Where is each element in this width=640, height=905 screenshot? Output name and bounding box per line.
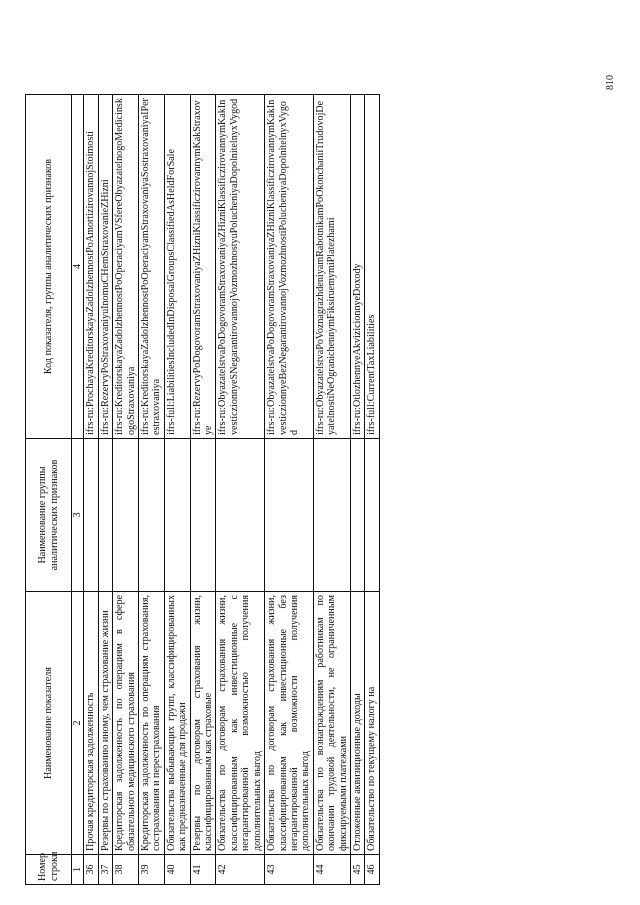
table-row: [365, 95, 379, 885]
row-number-cell: 45: [350, 855, 364, 885]
indicator-code-cell: ifrs-ru:ProchayaKreditorskayaZadolzhennostPoAmortizirovannojStoimosti: [84, 95, 98, 439]
indicator-name-cell: Отложенные аквизиционные доходы: [350, 592, 364, 855]
row-number-cell: 37: [98, 855, 112, 885]
table-row: [216, 95, 265, 885]
indicator-code-cell: ifrs-ru:RezervyPoStraxovaniyuInomuCHemStraxovanieZHizni: [98, 95, 112, 439]
indicator-name-cell: Прочая кредиторская задолженность: [84, 592, 98, 855]
indicator-name-cell: Обязательства по договорам страхования жизни, классифицированным как инвестиционные без негарантированной возможности получения дополнительных выгод: [265, 592, 314, 855]
column-number: 1: [72, 855, 84, 885]
indicator-name-cell: Обязательства по договорам страхования жизни, классифицированным как инвестиционные с негарантированной возможностью получения дополнительных выгод: [216, 592, 265, 855]
row-number-cell: 43: [265, 855, 314, 885]
indicator-code-cell: ifrs-ru:KreditorskayaZadolzhennostPoOperaciyamVSfereObyazatelnogoMedicinskogoStraxovaniya: [113, 95, 139, 439]
table-row: [139, 95, 165, 885]
table-body: [84, 95, 379, 885]
table-row: [164, 95, 190, 885]
group-name-cell: [350, 439, 364, 592]
row-number-cell: 39: [139, 855, 165, 885]
indicator-code-cell: ifrs-full:LiabilitiesIncludedInDisposalGroupsClassifiedAsHeldForSale: [164, 95, 190, 439]
column-number: 4: [72, 95, 84, 439]
table-row: [84, 95, 98, 885]
table-row: [350, 95, 364, 885]
column-number: 3: [72, 439, 84, 592]
column-number: 2: [72, 592, 84, 855]
indicator-name-cell: Обязательство по текущему налогу на: [365, 592, 379, 855]
indicator-name-cell: Кредиторская задолженность по операциям в сфере обязательного медицинского страхования: [113, 592, 139, 855]
group-name-cell: [216, 439, 265, 592]
indicator-code-cell: ifrs-ru:OtlozhennyeAkvizicionnyeDoxody: [350, 95, 364, 439]
group-name-cell: [164, 439, 190, 592]
row-number-cell: 44: [313, 855, 350, 885]
table-row: [98, 95, 112, 885]
indicator-name-cell: Резервы по страхованию иному, чем страхование жизни: [98, 592, 112, 855]
rotated-page: [25, 75, 630, 885]
group-name-cell: [365, 439, 379, 592]
indicator-code-cell: ifrs-ru:ObyazatelstvaPoDogovoramStraxovaniyaZHizniKlassificzirovannymKakInvesticzionnyeSNegarantirovannojVozmozhnostyuPolucheniyaDopolnitelnyxVygod: [216, 95, 265, 439]
group-name-cell: [139, 439, 165, 592]
table-row: [190, 95, 216, 885]
table-row: [313, 95, 350, 885]
indicator-name-cell: Обязательства выбывающих групп, классифицированных как предназначенные для продажи: [164, 592, 190, 855]
column-number-row: [72, 95, 84, 885]
table-row: [113, 95, 139, 885]
table-row: [265, 95, 314, 885]
indicator-code-cell: ifrs-ru:RezervyPoDogovoramStraxovaniyaZHizniKlassificzirovannymKakStraxovye: [190, 95, 216, 439]
header-indicator-name: Наименование показателя: [26, 592, 72, 855]
indicator-table: [25, 94, 380, 885]
indicator-code-cell: ifrs-ru:KreditorskayaZadolzhennostPoOperaciyamStraxovaniyaSostraxovaniyaIPerestraxovaniya: [139, 95, 165, 439]
indicator-code-cell: ifrs-ru:ObyazatelstvaPoDogovoramStraxovaniyaZHizniKlassificzirovannymKakInvesticzionnyeBezNegarantirovannojVozmozhnostiPolucheniyaDopolnitelnyxVygod: [265, 95, 314, 439]
indicator-name-cell: Резервы по договорам страхования жизни, классифицированным как страховые: [190, 592, 216, 855]
group-name-cell: [190, 439, 216, 592]
header-row-number: Номер строки: [26, 855, 72, 885]
page-number: 810: [605, 75, 616, 90]
header-indicator-code: Код показателя, группы аналитических признаков: [26, 95, 72, 439]
header-group-name: Наименование группы аналитических признаков: [26, 439, 72, 592]
row-number-cell: 42: [216, 855, 265, 885]
row-number-cell: 40: [164, 855, 190, 885]
row-number-cell: 41: [190, 855, 216, 885]
row-number-cell: 36: [84, 855, 98, 885]
table-header-row: [26, 95, 72, 885]
row-number-cell: 38: [113, 855, 139, 885]
row-number-cell: 46: [365, 855, 379, 885]
indicator-name-cell: Кредиторская задолженность по операциям страхования, сострахования и перестрахования: [139, 592, 165, 855]
group-name-cell: [84, 439, 98, 592]
group-name-cell: [113, 439, 139, 592]
indicator-name-cell: Обязательства по вознаграждениям работникам по окончании трудовой деятельности, не ограниченным фиксируемыми платежами: [313, 592, 350, 855]
group-name-cell: [98, 439, 112, 592]
indicator-code-cell: ifrs-ru:ObyazatelstvaPoVoznagrazhdeniyamRabotnikamPoOkonchaniiTrudovojDeyatelnostiNeOgranichennymFiksiruemymiPlatezhami: [313, 95, 350, 439]
group-name-cell: [265, 439, 314, 592]
group-name-cell: [313, 439, 350, 592]
indicator-code-cell: ifrs-full:CurrentTaxLiabilities: [365, 95, 379, 439]
